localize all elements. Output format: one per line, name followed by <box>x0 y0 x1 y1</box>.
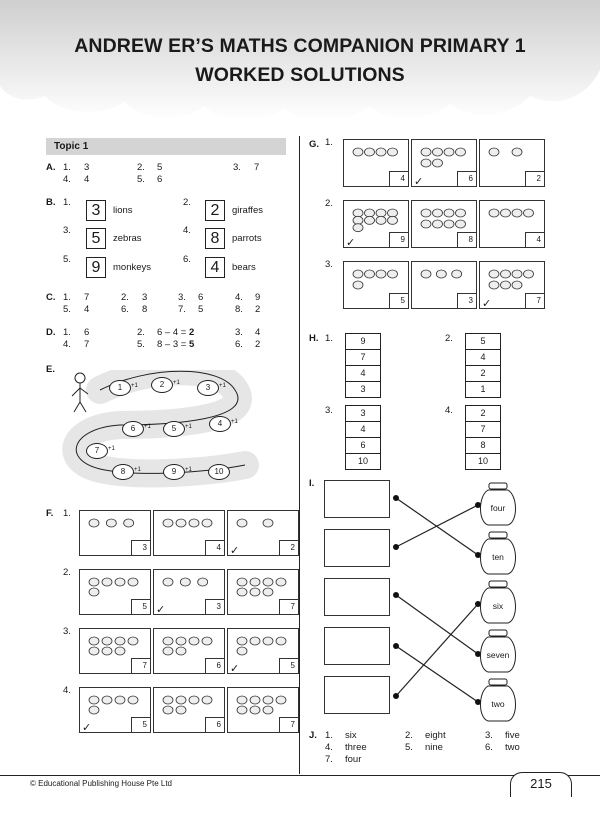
tick-box <box>131 599 150 614</box>
j-num: 2. <box>405 730 413 741</box>
stack-cell: 5 <box>466 334 500 350</box>
g-picture-box <box>479 200 545 248</box>
copyright: © Educational Publishing House Pte Ltd <box>30 779 172 788</box>
plus-one-label: +1 <box>108 446 115 452</box>
c-num: 3. <box>178 292 186 303</box>
d-expression: 6 – 4 = <box>157 327 189 338</box>
footprint-step: 4 <box>209 416 231 432</box>
b-num: 2. <box>183 197 191 208</box>
stack-cell: 2 <box>466 406 500 422</box>
stack-cell: 4 <box>466 350 500 366</box>
f-picture-box <box>153 687 225 733</box>
count-label: 7 <box>290 720 295 729</box>
f-picture-box <box>79 510 151 556</box>
b-num: 3. <box>63 225 71 236</box>
jar-label: six <box>492 601 504 611</box>
stack-cell: 9 <box>346 334 380 350</box>
tick-mark: ✓ <box>346 237 356 249</box>
count-label: 4 <box>216 543 221 552</box>
b-answer-box: 8 <box>205 228 225 249</box>
plus-one-label: +1 <box>185 424 192 430</box>
count-label: 4 <box>536 235 541 244</box>
d-num: 2. <box>137 327 145 338</box>
plus-one-label: +1 <box>144 424 151 430</box>
b-answer-box: 4 <box>205 257 225 278</box>
footprint-step: 7 <box>86 443 108 459</box>
h-item-number: 3. <box>325 405 333 416</box>
object-group-icon <box>230 572 298 600</box>
tick-box <box>525 171 544 186</box>
g-picture-box <box>343 200 409 248</box>
count-label: 9 <box>400 235 405 244</box>
b-answer-box: 2 <box>205 200 225 221</box>
stack-cell: 10 <box>466 454 500 470</box>
tick-box <box>525 232 544 247</box>
footprint-step: 3 <box>197 380 219 396</box>
f-picture-box <box>227 569 299 615</box>
stack-cell: 7 <box>466 422 500 438</box>
g-picture-box <box>479 261 545 309</box>
matching-picture-box <box>324 578 390 616</box>
a-num: 2. <box>137 162 145 173</box>
g-picture-box <box>411 200 477 248</box>
j-answer: two <box>505 742 520 753</box>
j-num: 7. <box>325 754 333 765</box>
footprint-step: 8 <box>112 464 134 480</box>
tick-box <box>205 717 224 732</box>
d-answer: 5 <box>188 339 195 350</box>
object-group-icon <box>82 631 150 659</box>
f-picture-box <box>153 628 225 674</box>
section-a-label: A. <box>46 162 56 173</box>
c-answer: 7 <box>84 292 90 303</box>
f-row-number: 4. <box>63 685 71 696</box>
topic-heading: Topic 1 <box>46 138 286 155</box>
column-divider <box>299 136 300 774</box>
tick-mark: ✓ <box>82 722 92 734</box>
object-group-icon <box>346 264 408 294</box>
a-num: 1. <box>63 162 71 173</box>
tick-box <box>131 540 150 555</box>
j-answer: eight <box>425 730 446 741</box>
number-stack <box>345 333 381 398</box>
tick-box <box>389 171 408 186</box>
section-b-label: B. <box>46 197 56 208</box>
header-cloud <box>0 0 600 130</box>
f-picture-box <box>153 569 225 615</box>
j-num: 5. <box>405 742 413 753</box>
footprint-step: 6 <box>122 421 144 437</box>
d-num: 1. <box>63 327 71 338</box>
c-num: 2. <box>121 292 129 303</box>
h-item-number: 2. <box>445 333 453 344</box>
a-answer: 6 <box>157 174 163 185</box>
d-answer: 4 <box>255 327 261 338</box>
b-word: zebras <box>113 233 142 244</box>
matching-picture-box <box>324 480 390 518</box>
b-answer-box: 9 <box>86 257 106 278</box>
j-answer: five <box>505 730 520 741</box>
section-j-label: J. <box>309 730 317 741</box>
object-group-icon <box>414 203 476 233</box>
footprint-step: 1 <box>109 380 131 396</box>
d-answer: 6 <box>84 327 90 338</box>
object-group-icon <box>156 631 224 659</box>
d-num: 3. <box>235 327 243 338</box>
page-title: ANDREW ER’S MATHS COMPANION PRIMARY 1 <box>74 35 526 57</box>
a-num: 5. <box>137 174 145 185</box>
g-row-number: 3. <box>325 259 333 270</box>
a-answer: 5 <box>157 162 163 173</box>
stack-cell: 3 <box>346 382 380 398</box>
c-answer: 9 <box>255 292 261 303</box>
tick-mark: ✓ <box>414 176 424 188</box>
plus-one-label: +1 <box>219 383 226 389</box>
g-picture-box <box>411 261 477 309</box>
count-label: 6 <box>468 174 473 183</box>
stack-cell: 10 <box>346 454 380 470</box>
f-row-number: 3. <box>63 626 71 637</box>
stack-cell: 4 <box>346 422 380 438</box>
tick-box <box>131 658 150 673</box>
c-num: 7. <box>178 304 186 315</box>
c-num: 6. <box>121 304 129 315</box>
matching-picture-box <box>324 627 390 665</box>
b-answer-box: 3 <box>86 200 106 221</box>
tick-mark: ✓ <box>230 663 240 675</box>
object-group-icon <box>156 690 224 718</box>
b-word: bears <box>232 262 256 273</box>
a-num: 4. <box>63 174 71 185</box>
tick-box <box>205 658 224 673</box>
b-word: lions <box>113 205 133 216</box>
j-num: 1. <box>325 730 333 741</box>
jar-label: seven <box>486 650 510 660</box>
b-num: 5. <box>63 254 71 265</box>
f-picture-box <box>79 569 151 615</box>
object-group-icon <box>414 264 476 294</box>
count-label: 3 <box>216 602 221 611</box>
count-label: 5 <box>142 602 147 611</box>
b-num: 1. <box>63 197 71 208</box>
b-num: 4. <box>183 225 191 236</box>
footprint-step: 10 <box>208 464 230 480</box>
c-answer: 4 <box>84 304 90 315</box>
d-answer: 2 <box>188 327 195 338</box>
c-num: 4. <box>235 292 243 303</box>
d-num: 6. <box>235 339 243 350</box>
count-label: 5 <box>290 661 295 670</box>
section-h-label: H. <box>309 333 319 344</box>
child-figure-icon <box>72 373 88 412</box>
footer-rule <box>0 775 600 776</box>
j-answer: nine <box>425 742 443 753</box>
f-picture-box <box>79 628 151 674</box>
c-answer: 8 <box>142 304 148 315</box>
tick-box <box>389 293 408 308</box>
c-answer: 6 <box>198 292 204 303</box>
j-answer: three <box>345 742 367 753</box>
count-label: 5 <box>142 720 147 729</box>
object-group-icon <box>346 203 408 233</box>
object-group-icon <box>230 631 298 659</box>
plus-one-label: +1 <box>185 467 192 473</box>
g-row-number: 1. <box>325 137 333 148</box>
number-stack <box>465 405 501 470</box>
d-answer: 2 <box>255 339 261 350</box>
h-item-number: 1. <box>325 333 333 344</box>
section-i-label: I. <box>309 478 315 489</box>
b-word: giraffes <box>232 205 263 216</box>
b-answer-box: 5 <box>86 228 106 249</box>
c-num: 8. <box>235 304 243 315</box>
b-word: parrots <box>232 233 262 244</box>
count-label: 7 <box>290 602 295 611</box>
tick-box <box>279 599 298 614</box>
section-e-label: E. <box>46 364 55 375</box>
matching-picture-box <box>324 529 390 567</box>
j-num: 4. <box>325 742 333 753</box>
stack-cell: 2 <box>466 366 500 382</box>
page-number: 215 <box>510 772 572 797</box>
stack-cell: 1 <box>466 382 500 398</box>
stack-cell: 4 <box>346 366 380 382</box>
footprint-step: 5 <box>163 421 185 437</box>
tick-mark: ✓ <box>156 604 166 616</box>
a-answer: 7 <box>254 162 260 173</box>
f-picture-box <box>227 687 299 733</box>
matching-picture-box <box>324 676 390 714</box>
c-answer: 3 <box>142 292 148 303</box>
footprint-step: 9 <box>163 464 185 480</box>
tick-mark: ✓ <box>230 545 240 557</box>
f-row-number: 2. <box>63 567 71 578</box>
jar-label: ten <box>492 552 504 562</box>
stack-cell: 7 <box>346 350 380 366</box>
g-picture-box <box>343 139 409 187</box>
number-stack <box>465 333 501 398</box>
f-row-number: 1. <box>63 508 71 519</box>
count-label: 3 <box>468 296 473 305</box>
count-label: 5 <box>400 296 405 305</box>
c-num: 5. <box>63 304 71 315</box>
count-label: 8 <box>468 235 473 244</box>
tick-box <box>457 293 476 308</box>
a-num: 3. <box>233 162 241 173</box>
stack-cell: 3 <box>346 406 380 422</box>
a-answer: 4 <box>84 174 90 185</box>
f-picture-box <box>153 510 225 556</box>
a-answer: 3 <box>84 162 90 173</box>
object-group-icon <box>414 142 476 172</box>
j-answer: six <box>345 730 357 741</box>
object-group-icon <box>230 690 298 718</box>
j-answer: four <box>345 754 362 765</box>
section-c-label: C. <box>46 292 56 303</box>
object-group-icon <box>482 264 544 294</box>
c-answer: 2 <box>255 304 261 315</box>
section-f-label: F. <box>46 508 54 519</box>
j-num: 6. <box>485 742 493 753</box>
c-num: 1. <box>63 292 71 303</box>
object-group-icon <box>82 572 150 600</box>
c-answer: 5 <box>198 304 204 315</box>
plus-one-label: +1 <box>173 380 180 386</box>
stack-cell: 8 <box>466 438 500 454</box>
object-group-icon <box>482 142 544 172</box>
d-expression: 8 – 3 = <box>157 339 189 350</box>
object-group-icon <box>82 690 150 718</box>
tick-box <box>457 232 476 247</box>
g-picture-box <box>343 261 409 309</box>
b-num: 6. <box>183 254 191 265</box>
plus-one-label: +1 <box>231 419 238 425</box>
object-group-icon <box>482 203 544 233</box>
count-label: 3 <box>142 543 147 552</box>
f-picture-box <box>227 510 299 556</box>
object-group-icon <box>230 513 298 541</box>
g-row-number: 2. <box>325 198 333 209</box>
stack-cell: 6 <box>346 438 380 454</box>
jar-label: two <box>491 699 505 709</box>
jar-label: four <box>490 503 506 513</box>
section-g-label: G. <box>309 139 320 150</box>
object-group-icon <box>82 513 150 541</box>
g-picture-box <box>411 139 477 187</box>
tick-mark: ✓ <box>482 298 492 310</box>
object-group-icon <box>346 142 408 172</box>
d-answer: 7 <box>84 339 90 350</box>
footprint-step: 2 <box>151 377 173 393</box>
tick-box <box>205 540 224 555</box>
g-picture-box <box>479 139 545 187</box>
d-num: 4. <box>63 339 71 350</box>
plus-one-label: +1 <box>134 467 141 473</box>
count-label: 2 <box>290 543 295 552</box>
section-d-label: D. <box>46 327 56 338</box>
f-picture-box <box>79 687 151 733</box>
j-num: 3. <box>485 730 493 741</box>
count-label: 7 <box>536 296 541 305</box>
h-item-number: 4. <box>445 405 453 416</box>
object-group-icon <box>156 513 224 541</box>
count-label: 7 <box>142 661 147 670</box>
object-group-icon <box>156 572 224 600</box>
plus-one-label: +1 <box>131 383 138 389</box>
count-label: 6 <box>216 661 221 670</box>
count-label: 6 <box>216 720 221 729</box>
b-word: monkeys <box>113 262 152 273</box>
d-num: 5. <box>137 339 145 350</box>
page-subtitle: WORKED SOLUTIONS <box>195 64 405 86</box>
count-label: 4 <box>400 174 405 183</box>
number-stack <box>345 405 381 470</box>
count-label: 2 <box>536 174 541 183</box>
tick-box <box>279 717 298 732</box>
f-picture-box <box>227 628 299 674</box>
